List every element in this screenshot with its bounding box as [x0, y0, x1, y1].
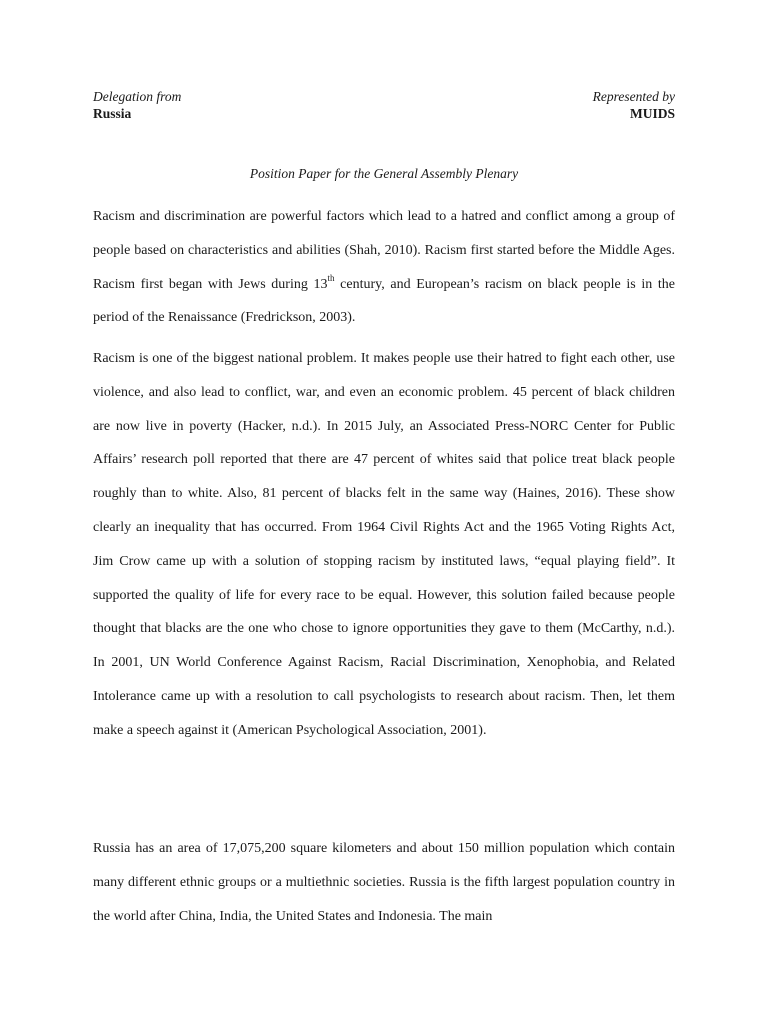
paragraph-2: Racism is one of the biggest national problem. It makes people use their hatred to fight each other, use violence, and also lead to conflict, war, and even an economic problem. 45 percent of black children are now live in poverty (Hacker, n.d.). In 2015 July, an Associated Press-NORC Center for Public Affairs’ research poll reported that there are 47 percent of whites said that police treat black people roughly than to white. Also, 81 percent of blacks felt in the same way (Haines, 2016). These show clearly an inequality that has occurred. From 1964 Civil Rights Act and the 1965 Voting Rights Act, Jim Crow came up with a solution of stopping racism by instituted laws, “equal playing field”. It supported the quality of life for every race to be equal. However, this solution failed because people thought that blacks are the one who chose to ignore opportunities they gave to them (McCarthy, n.d.). In 2001, UN World Conference Against Racism, Racial Discrimination, Xenophobia, and Related Intolerance came up with a resolution to call psychologists to research about racism. Then, let them make a speech against it (American Psychological Association, 2001).	[93, 351, 675, 738]
paragraph-1-text-a: Racism and discrimination are powerful factors which lead to a hatred and conflict among a group of people based on characteristics and abilities (Shah, 2010). Racism first started before the Middle Ages. Racism first began with Jews during 13	[93, 209, 675, 292]
document-header	[93, 88, 675, 122]
paragraph-1-superscript: th	[327, 272, 335, 283]
paragraph-1	[93, 200, 675, 335]
paragraph-1-text-b: century, and European’s racism on black people is in the period of the Renaissance (Fredrickson, 2003).	[93, 276, 675, 326]
delegation-block	[93, 88, 181, 122]
document-title: Position Paper for the General Assembly Plenary	[249, 166, 519, 181]
delegation-label: Delegation from	[93, 89, 182, 104]
represented-label: Represented by	[592, 89, 675, 104]
paragraph-3: Russia has an area of 17,075,200 square kilometers and about 150 million population which contain many different ethnic groups or a multiethnic societies. Russia is the fifth largest population country in the world after China, India, the United States and Indonesia. The main	[93, 841, 675, 924]
delegation-country: Russia	[93, 106, 132, 121]
represented-block	[593, 88, 675, 122]
represented-school: MUIDS	[629, 106, 675, 121]
